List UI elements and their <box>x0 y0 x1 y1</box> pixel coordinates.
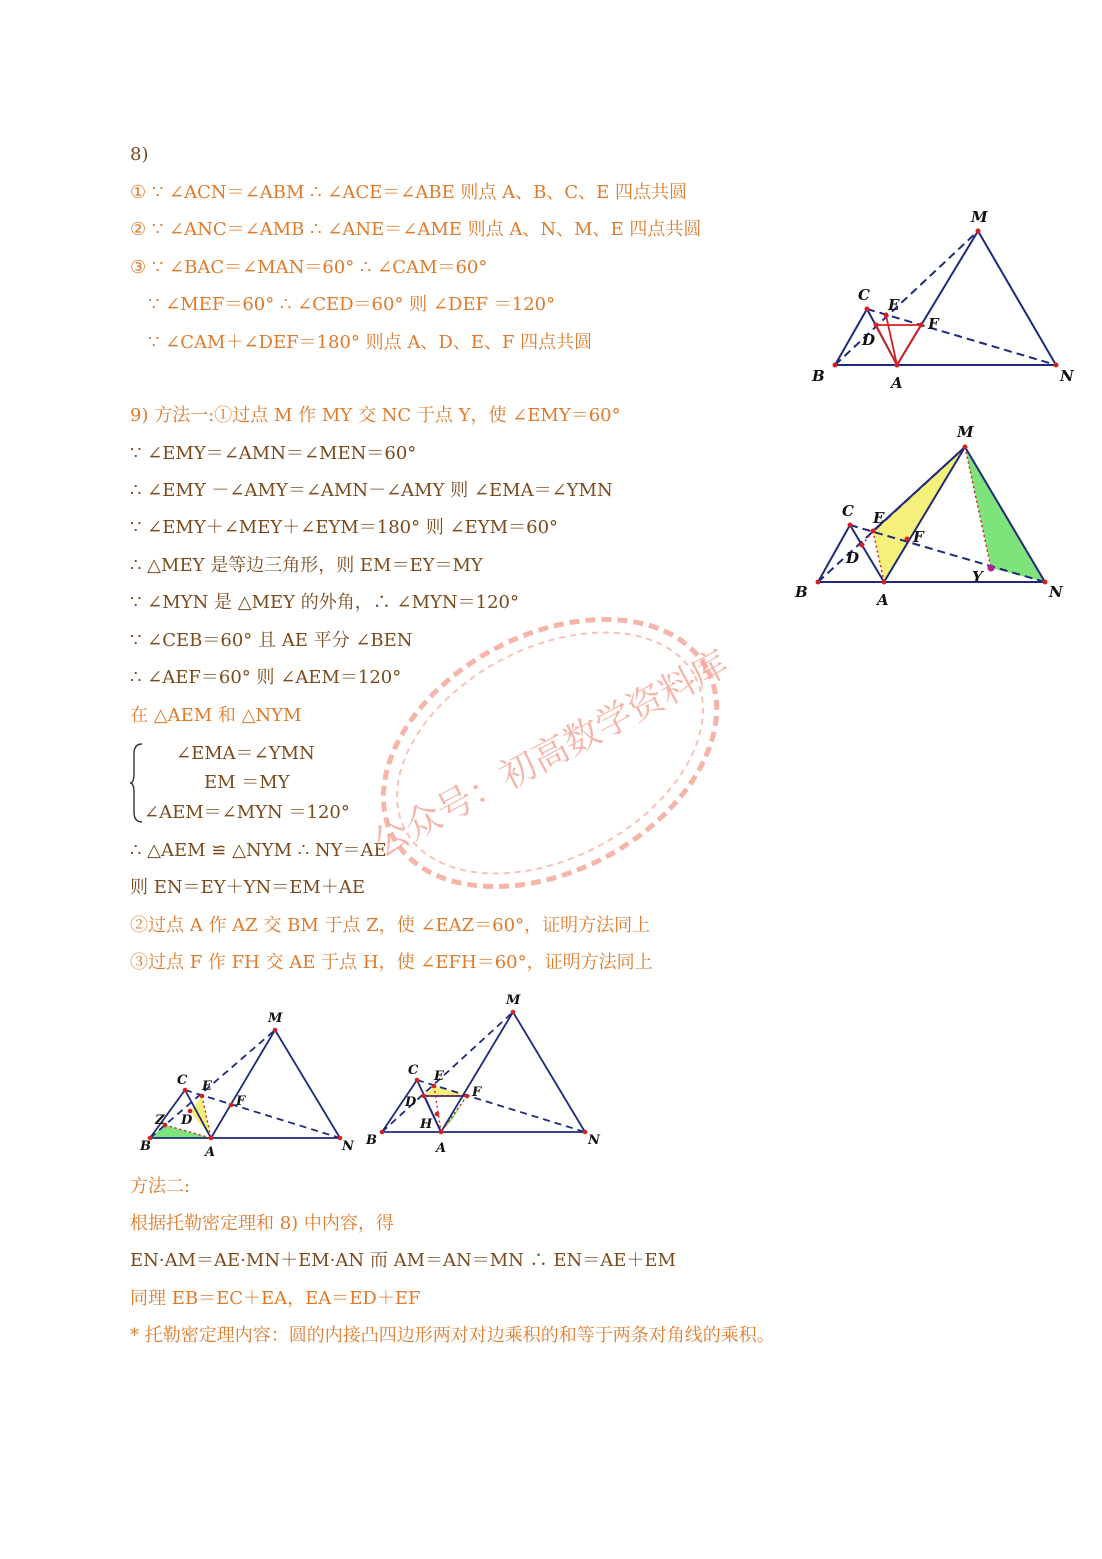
sec9-line-6: ∵ ∠MYN 是 △MEY 的外角，∴ ∠MYN＝120° <box>130 592 520 613</box>
fig2-label-M: M <box>957 423 974 441</box>
fig4-label-M: M <box>506 993 521 1008</box>
fig4-label-N: N <box>588 1133 600 1148</box>
sec9-line-13: ③过点 F 作 FH 交 AE 于点 H，使 ∠EFH＝60°，证明方法同上 <box>130 952 653 973</box>
method2-line-4: * 托勒密定理内容：圆的内接凸四边形两对对边乘积的和等于两条对角线的乘积。 <box>130 1325 775 1346</box>
sec8-title: 8) <box>130 144 149 165</box>
system-line-1: ∠EMA＝∠YMN <box>176 743 315 764</box>
fig4-label-F: F <box>472 1085 482 1100</box>
sec9-line-9: 在 △AEM 和 △NYM <box>130 705 302 726</box>
fig1-label-F: F <box>928 315 939 333</box>
fig2-label-Y: Y <box>972 568 983 586</box>
fig3-label-D: D <box>181 1113 193 1128</box>
sec9-line-12: ②过点 A 作 AZ 交 BM 于点 Z，使 ∠EAZ＝60°，证明方法同上 <box>130 915 651 936</box>
fig1-label-D: D <box>862 331 876 349</box>
fig4-label-B: B <box>366 1133 377 1148</box>
fig4-label-E: E <box>434 1069 444 1084</box>
sec8-line-5: ∵ ∠CAM＋∠DEF＝180° 则点 A、D、E、F 四点共圆 <box>148 332 593 353</box>
sec9-line-1: 9) 方法一:①过点 M 作 MY 交 NC 于点 Y，使 ∠EMY＝60° <box>130 405 621 426</box>
fig1-label-M: M <box>971 208 988 226</box>
sec8-line-2: ② ∵ ∠ANC＝∠AMB ∴ ∠ANE＝∠AME 则点 A、N、M、E 四点共圆 <box>130 219 702 240</box>
fig3-label-C: C <box>177 1073 188 1088</box>
fig3-label-B: B <box>140 1139 151 1154</box>
method2-line-1: 根据托勒密定理和 8) 中内容，得 <box>130 1213 394 1234</box>
system-line-2: EM ＝MY <box>204 772 290 793</box>
fig2-label-E: E <box>873 509 885 527</box>
fig3-label-A: A <box>205 1145 216 1160</box>
sec9-line-10: ∴ △AEM ≌ △NYM ∴ NY＝AE <box>130 840 387 861</box>
sec9-line-5: ∴ △MEY 是等边三角形，则 EM＝EY＝MY <box>130 555 483 576</box>
fig1-label-A: A <box>891 374 903 392</box>
fig4-label-H: H <box>420 1117 433 1132</box>
fig2-label-N: N <box>1049 583 1063 601</box>
fig2-label-A: A <box>877 591 889 609</box>
sec9-line-8: ∴ ∠AEF＝60° 则 ∠AEM＝120° <box>130 667 402 688</box>
fig3-label-N: N <box>342 1139 354 1154</box>
sec9-line-3: ∴ ∠EMY －∠AMY＝∠AMN－∠AMY 则 ∠EMA＝∠YMN <box>130 480 613 501</box>
watermark-text: 公众号：初高数学资料库 <box>366 643 736 866</box>
fig3-label-M: M <box>268 1011 283 1026</box>
fig1-label-N: N <box>1060 367 1074 385</box>
fig3-label-F: F <box>236 1094 246 1109</box>
fig4-label-C: C <box>408 1063 419 1078</box>
fig4-label-D: D <box>405 1095 417 1110</box>
sec8-line-1: ① ∵ ∠ACN＝∠ABM ∴ ∠ACE＝∠ABE 则点 A、B、C、E 四点共圆 <box>130 182 688 203</box>
sec9-line-11: 则 EN＝EY＋YN＝EM＋AE <box>130 877 365 898</box>
sec8-line-3: ③ ∵ ∠BAC＝∠MAN＝60° ∴ ∠CAM＝60° <box>130 257 488 278</box>
sec8-line-4: ∵ ∠MEF＝60° ∴ ∠CED＝60° 则 ∠DEF ＝120° <box>148 294 556 315</box>
fig1-label-E: E <box>888 296 900 314</box>
fig3-label-E: E <box>202 1079 212 1094</box>
method2-line-3: 同理 EB＝EC＋EA，EA＝ED＋EF <box>130 1288 421 1309</box>
fig1-label-B: B <box>812 367 825 385</box>
method2-line-2: EN·AM＝AE·MN＋EM·AN 而 AM＝AN＝MN ∴ EN＝AE＋EM <box>130 1250 676 1271</box>
fig2-label-B: B <box>795 583 808 601</box>
method2-title: 方法二: <box>130 1176 191 1197</box>
fig1-label-C: C <box>858 286 870 304</box>
sec9-line-4: ∵ ∠EMY＋∠MEY＋∠EYM＝180° 则 ∠EYM＝60° <box>130 517 559 538</box>
fig2-label-F: F <box>913 528 924 546</box>
system-line-3: ∠AEM＝∠MYN ＝120° <box>144 802 350 823</box>
sec9-line-7: ∵ ∠CEB＝60° 且 AE 平分 ∠BEN <box>130 630 413 651</box>
sec9-line-2: ∵ ∠EMY＝∠AMN＝∠MEN＝60° <box>130 443 417 464</box>
fig2-label-C: C <box>842 502 854 520</box>
fig4-label-A: A <box>436 1141 447 1156</box>
fig2-label-D: D <box>846 549 860 567</box>
fig3-label-Z: Z <box>155 1113 165 1128</box>
